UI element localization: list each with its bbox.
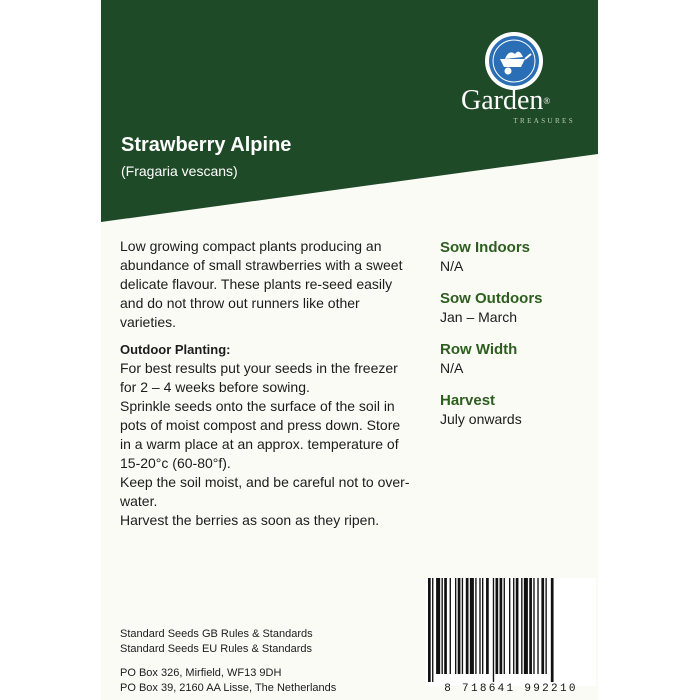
barcode-bars <box>426 578 596 682</box>
detail-label-sow-indoors: Sow Indoors <box>440 239 530 256</box>
detail-label-row-width: Row Width <box>440 341 518 358</box>
product-title: Strawberry Alpine <box>121 134 292 156</box>
detail-value-harvest: July onwards <box>440 411 522 427</box>
description-column <box>120 237 410 530</box>
barcode-bar <box>493 578 494 682</box>
packet-footer <box>120 627 420 696</box>
barcode-bar <box>551 578 554 682</box>
barcode-bar <box>482 578 483 674</box>
barcode-bar <box>500 578 503 674</box>
detail-value-sow-outdoors: Jan – March <box>440 309 518 325</box>
barcode-bar <box>470 578 474 674</box>
barcode-bar <box>466 578 469 674</box>
wheelbarrow-icon <box>485 32 543 90</box>
detail-value-sow-indoors: N/A <box>440 258 464 274</box>
barcode-bar <box>462 578 463 674</box>
barcode-digits: 8 718641 992210 <box>444 683 578 695</box>
barcode-bar <box>432 578 433 682</box>
barcode-bar <box>450 578 451 674</box>
barcode-bar <box>458 578 461 674</box>
planting-step: Keep the soil moist, and be careful not to over-water. <box>120 474 410 509</box>
barcode-bar <box>442 578 443 674</box>
barcode-bar <box>541 578 544 674</box>
address-line: PO Box 326, Mirfield, WF13 9DH <box>120 667 282 679</box>
brand-tagline: TREASURES <box>513 117 575 125</box>
standards-line: Standard Seeds EU Rules & Standards <box>120 643 313 655</box>
barcode-bar <box>436 578 440 674</box>
barcode-bar <box>513 578 514 674</box>
standards-line: Standard Seeds GB Rules & Standards <box>120 628 313 640</box>
address-line: PO Box 39, 2160 AA Lisse, The Netherlands <box>120 682 337 694</box>
barcode-bar <box>428 578 431 682</box>
barcode-bar <box>455 578 456 674</box>
barcode-bar <box>533 578 534 674</box>
planting-step: Harvest the berries as soon as they ripen. <box>120 512 380 528</box>
planting-step: For best results put your seeds in the freezer for 2 – 4 weeks before sowing. <box>120 360 398 395</box>
barcode-bar <box>486 578 489 674</box>
barcode-bar <box>524 578 528 674</box>
barcode-bar <box>516 578 519 674</box>
barcode-bar <box>529 578 532 674</box>
brand-logo <box>485 32 543 90</box>
barcode-bar <box>479 578 480 674</box>
description-text: Low growing compact plants producing an abundance of small strawberries with a sweet delicate flavour. These plants re-seed easily and do not throw out runners like other varieties. <box>120 238 403 330</box>
detail-label-harvest: Harvest <box>440 392 496 409</box>
detail-value-row-width: N/A <box>440 360 464 376</box>
barcode-bar <box>475 578 476 674</box>
barcode-bar <box>496 578 499 674</box>
planting-heading: Outdoor Planting: <box>120 342 231 357</box>
barcode-bar <box>504 578 505 674</box>
detail-label-sow-outdoors: Sow Outdoors <box>440 290 543 307</box>
barcode-bar <box>444 578 447 674</box>
barcode-bar <box>509 578 510 674</box>
planting-step: Sprinkle seeds onto the surface of the soil in pots of moist compost and press down. Store in a warm place at an approx. temperature of 15-20°c (60-80°f). <box>120 398 401 471</box>
seed-packet <box>101 0 598 700</box>
barcode-bar <box>537 578 538 674</box>
barcode <box>426 578 596 686</box>
details-column <box>440 238 590 442</box>
brand-name: Garden® <box>461 85 551 116</box>
barcode-bar <box>545 578 546 674</box>
barcode-bar <box>521 578 522 674</box>
product-latin-name: (Fragaria vescans) <box>121 163 238 179</box>
